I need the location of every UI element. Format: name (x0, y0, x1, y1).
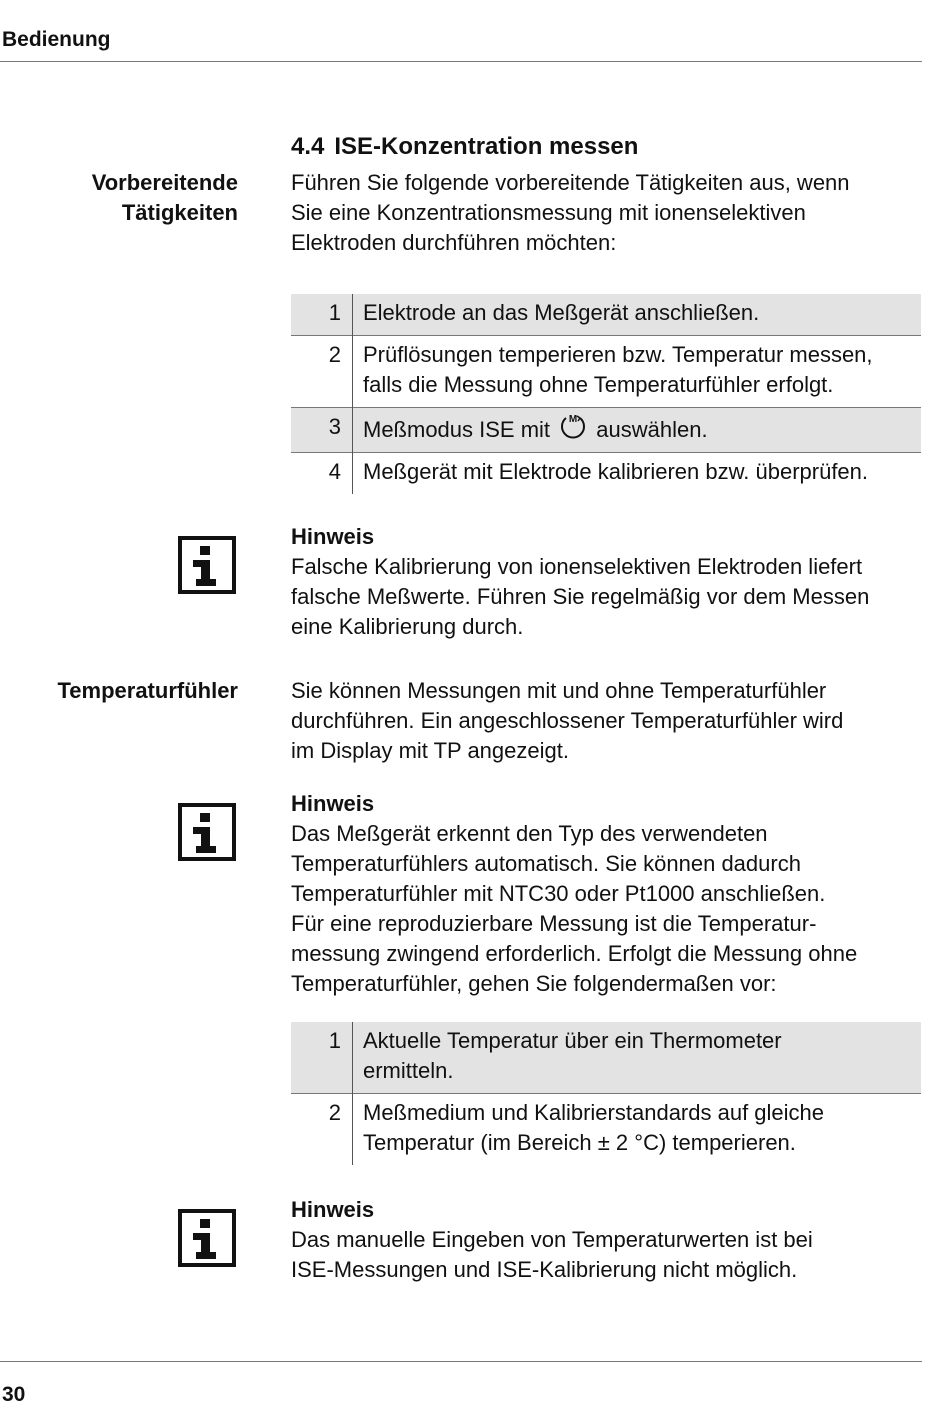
note-preparation (291, 522, 921, 642)
text-line: Führen Sie folgende vorbereitende Tätigkeiten aus, wenn (291, 170, 850, 195)
side-label-line: Tätigkeiten (121, 200, 238, 225)
text-line: eine Kalibrierung durch. (291, 614, 524, 639)
svg-text:M: M (569, 414, 578, 425)
text-line: falsche Meßwerte. Führen Sie regelmäßig vor dem Messen (291, 584, 870, 609)
step-number: 2 (291, 336, 353, 408)
text-line: Sie eine Konzentrationsmessung mit ionenselektiven (291, 200, 806, 225)
steps-table-manual-temperature (291, 1022, 921, 1165)
text-line: Temperaturfühler, gehen Sie folgendermaßen vor: (291, 971, 777, 996)
text-line: Sie können Messungen mit und ohne Temperaturfühler (291, 678, 827, 703)
step-number: 1 (291, 1022, 353, 1094)
side-label-preparatory (92, 168, 238, 228)
table-row (291, 408, 921, 453)
mode-key-icon (558, 412, 588, 442)
table-row (291, 453, 921, 495)
table-row (291, 1022, 921, 1094)
note-temperature-sensor (291, 789, 921, 999)
text-line: Falsche Kalibrierung von ionenselektiven Elektroden liefert (291, 554, 863, 579)
running-head: Bedienung (2, 28, 111, 51)
page-number: 30 (2, 1383, 26, 1406)
step-number: 3 (291, 408, 353, 453)
step-text: Elektrode an das Meßgerät anschließen. (353, 294, 922, 336)
text-line: Das Meßgerät erkennt den Typ des verwendeten (291, 821, 768, 846)
step-number: 4 (291, 453, 353, 495)
section-number: 4.4 (291, 133, 325, 160)
step-text: Prüflösungen temperieren bzw. Temperatur messen, falls die Messung ohne Temperaturfühler erfolgt. (353, 336, 922, 408)
note-manual-input (291, 1195, 921, 1285)
steps-table-preparation (291, 294, 921, 494)
footer-rule (0, 1361, 922, 1362)
text-line: messung zwingend erforderlich. Erfolgt die Messung ohne (291, 941, 858, 966)
temperature-sensor-paragraph (291, 676, 921, 766)
side-label-line: Vorbereitende (91, 170, 238, 195)
text-line: Temperaturfühler mit NTC30 oder Pt1000 anschließen. (291, 881, 826, 906)
section-title (291, 133, 638, 161)
step-number: 2 (291, 1094, 353, 1166)
step-number: 1 (291, 294, 353, 336)
step-text: Meßgerät mit Elektrode kalibrieren bzw. überprüfen. (353, 453, 922, 495)
section-title-text: ISE-Konzentration messen (334, 133, 639, 160)
step-text: Aktuelle Temperatur über ein Thermometer ermitteln. (353, 1022, 922, 1094)
header-rule (0, 61, 922, 62)
table-row (291, 336, 921, 408)
text-line: Das manuelle Eingeben von Temperaturwerten ist bei (291, 1227, 813, 1252)
table-row (291, 294, 921, 336)
table-row (291, 1094, 921, 1166)
info-icon (176, 1207, 238, 1269)
note-title: Hinweis (291, 524, 375, 549)
side-label-temperature-sensor: Temperaturfühler (57, 678, 238, 703)
text-line: durchführen. Ein angeschlossener Temperaturfühler wird (291, 708, 844, 733)
info-icon (176, 534, 238, 596)
text-line: im Display mit TP angezeigt. (291, 738, 569, 763)
note-title: Hinweis (291, 791, 375, 816)
note-title: Hinweis (291, 1197, 375, 1222)
text-line: Elektroden durchführen möchten: (291, 230, 617, 255)
intro-paragraph (291, 168, 921, 258)
text-line: ISE-Messungen und ISE-Kalibrierung nicht möglich. (291, 1257, 798, 1282)
step-text: Meßmodus ISE mit M auswählen. (353, 408, 922, 453)
step-text: Meßmedium und Kalibrierstandards auf gleiche Temperatur (im Bereich ± 2 °C) temperieren. (353, 1094, 922, 1166)
info-icon (176, 801, 238, 863)
text-line: Temperaturfühlers automatisch. Sie können dadurch (291, 851, 801, 876)
text-line: Für eine reproduzierbare Messung ist die Temperatur- (291, 911, 817, 936)
